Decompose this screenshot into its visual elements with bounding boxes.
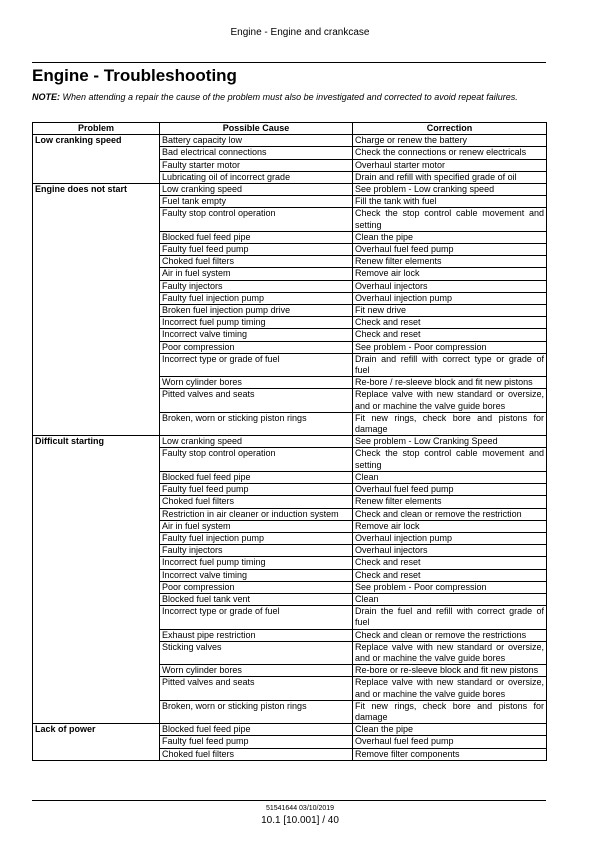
correction-cell: Check and reset bbox=[353, 557, 547, 569]
correction-cell: Drain and refill with correct type or grade of fuel bbox=[353, 353, 547, 376]
correction-cell: Re-bore / re-sleeve block and fit new pistons bbox=[353, 377, 547, 389]
correction-cell: See problem - Poor compression bbox=[353, 341, 547, 353]
correction-cell: Replace valve with new standard or oversize, and or machine the valve guide bores bbox=[353, 641, 547, 664]
correction-cell: Drain the fuel and refill with correct grade of fuel bbox=[353, 606, 547, 629]
cause-cell: Faulty fuel feed pump bbox=[160, 736, 353, 748]
correction-cell: Renew filter elements bbox=[353, 496, 547, 508]
correction-cell: Fit new rings, check bore and pistons for damage bbox=[353, 700, 547, 723]
cause-cell: Worn cylinder bores bbox=[160, 377, 353, 389]
correction-cell: Fit new rings, check bore and pistons for damage bbox=[353, 412, 547, 435]
page-reference: 10.1 [10.001] / 40 bbox=[261, 815, 339, 826]
cause-cell: Choked fuel filters bbox=[160, 496, 353, 508]
table-body bbox=[33, 135, 547, 761]
cause-cell: Blocked fuel feed pipe bbox=[160, 724, 353, 736]
cause-cell: Blocked fuel tank vent bbox=[160, 593, 353, 605]
correction-cell: Check and clean or remove the restrictions bbox=[353, 629, 547, 641]
cause-cell: Broken, worn or sticking piston rings bbox=[160, 700, 353, 723]
cause-cell: Low cranking speed bbox=[160, 436, 353, 448]
correction-cell: Clean the pipe bbox=[353, 724, 547, 736]
cause-cell: Faulty injectors bbox=[160, 280, 353, 292]
cause-cell: Pitted valves and seats bbox=[160, 677, 353, 700]
note-text: When attending a repair the cause of the problem must also be investigated and corrected to avoid repeat failures. bbox=[60, 92, 518, 102]
cause-cell: Poor compression bbox=[160, 581, 353, 593]
document-id: 51541644 03/10/2019 bbox=[265, 805, 335, 812]
cause-cell: Low cranking speed bbox=[160, 184, 353, 196]
problem-cell: Engine does not start bbox=[33, 184, 160, 436]
correction-cell: Check and reset bbox=[353, 569, 547, 581]
cause-cell: Incorrect type or grade of fuel bbox=[160, 353, 353, 376]
correction-cell: Check and reset bbox=[353, 329, 547, 341]
problem-cell: Low cranking speed bbox=[33, 135, 160, 184]
correction-cell: See problem - Poor compression bbox=[353, 581, 547, 593]
cause-cell: Air in fuel system bbox=[160, 520, 353, 532]
footer-divider bbox=[32, 800, 546, 801]
correction-cell: Drain and refill with specified grade of oil bbox=[353, 171, 547, 183]
cause-cell: Lubricating oil of incorrect grade bbox=[160, 171, 353, 183]
correction-cell: Check and clean or remove the restriction bbox=[353, 508, 547, 520]
table-header-row bbox=[33, 123, 547, 135]
column-header-correction: Correction bbox=[353, 123, 547, 135]
correction-cell: Replace valve with new standard or oversize, and or machine the valve guide bores bbox=[353, 389, 547, 412]
cause-cell: Pitted valves and seats bbox=[160, 389, 353, 412]
correction-cell: Check and reset bbox=[353, 317, 547, 329]
cause-cell: Air in fuel system bbox=[160, 268, 353, 280]
cause-cell: Fuel tank empty bbox=[160, 196, 353, 208]
cause-cell: Blocked fuel feed pipe bbox=[160, 471, 353, 483]
correction-cell: Overhaul injection pump bbox=[353, 292, 547, 304]
cause-cell: Choked fuel filters bbox=[160, 748, 353, 760]
correction-cell: See problem - Low cranking speed bbox=[353, 184, 547, 196]
correction-cell: Clean bbox=[353, 471, 547, 483]
correction-cell: Fill the tank with fuel bbox=[353, 196, 547, 208]
cause-cell: Faulty fuel injection pump bbox=[160, 292, 353, 304]
cause-cell: Incorrect type or grade of fuel bbox=[160, 606, 353, 629]
correction-cell: Remove air lock bbox=[353, 520, 547, 532]
correction-cell: See problem - Low Cranking Speed bbox=[353, 436, 547, 448]
correction-cell: Overhaul injection pump bbox=[353, 532, 547, 544]
cause-cell: Incorrect fuel pump timing bbox=[160, 317, 353, 329]
note-paragraph bbox=[32, 92, 546, 103]
correction-cell: Re-bore or re-sleeve block and fit new pistons bbox=[353, 665, 547, 677]
correction-cell: Clean bbox=[353, 593, 547, 605]
correction-cell: Check the stop control cable movement and setting bbox=[353, 208, 547, 231]
cause-cell: Battery capacity low bbox=[160, 135, 353, 147]
correction-cell: Remove filter components bbox=[353, 748, 547, 760]
correction-cell: Overhaul fuel feed pump bbox=[353, 484, 547, 496]
correction-cell: Overhaul fuel feed pump bbox=[353, 244, 547, 256]
cause-cell: Faulty stop control operation bbox=[160, 208, 353, 231]
cause-cell: Faulty starter motor bbox=[160, 159, 353, 171]
table-row bbox=[33, 184, 547, 196]
correction-cell: Charge or renew the battery bbox=[353, 135, 547, 147]
header-divider bbox=[32, 62, 546, 63]
correction-cell: Check the stop control cable movement and setting bbox=[353, 448, 547, 471]
cause-cell: Faulty fuel injection pump bbox=[160, 532, 353, 544]
correction-cell: Check the connections or renew electricals bbox=[353, 147, 547, 159]
correction-cell: Remove air lock bbox=[353, 268, 547, 280]
problem-cell: Lack of power bbox=[33, 724, 160, 761]
correction-cell: Overhaul injectors bbox=[353, 280, 547, 292]
correction-cell: Renew filter elements bbox=[353, 256, 547, 268]
cause-cell: Incorrect valve timing bbox=[160, 569, 353, 581]
cause-cell: Faulty fuel feed pump bbox=[160, 244, 353, 256]
correction-cell: Overhaul fuel feed pump bbox=[353, 736, 547, 748]
correction-cell: Overhaul starter motor bbox=[353, 159, 547, 171]
cause-cell: Sticking valves bbox=[160, 641, 353, 664]
cause-cell: Faulty injectors bbox=[160, 545, 353, 557]
cause-cell: Broken, worn or sticking piston rings bbox=[160, 412, 353, 435]
correction-cell: Clean the pipe bbox=[353, 231, 547, 243]
cause-cell: Blocked fuel feed pipe bbox=[160, 231, 353, 243]
table-row bbox=[33, 724, 547, 736]
cause-cell: Bad electrical connections bbox=[160, 147, 353, 159]
correction-cell: Replace valve with new standard or oversize, and or machine the valve guide bores bbox=[353, 677, 547, 700]
cause-cell: Exhaust pipe restriction bbox=[160, 629, 353, 641]
correction-cell: Overhaul injectors bbox=[353, 545, 547, 557]
page-header: Engine - Engine and crankcase bbox=[230, 27, 370, 38]
page-title: Engine - Troubleshooting bbox=[32, 66, 237, 85]
cause-cell: Faulty fuel feed pump bbox=[160, 484, 353, 496]
table-row bbox=[33, 436, 547, 448]
cause-cell: Incorrect fuel pump timing bbox=[160, 557, 353, 569]
cause-cell: Worn cylinder bores bbox=[160, 665, 353, 677]
cause-cell: Broken fuel injection pump drive bbox=[160, 305, 353, 317]
column-header-problem: Problem bbox=[33, 123, 160, 135]
troubleshooting-table bbox=[32, 122, 547, 761]
cause-cell: Faulty stop control operation bbox=[160, 448, 353, 471]
cause-cell: Choked fuel filters bbox=[160, 256, 353, 268]
cause-cell: Poor compression bbox=[160, 341, 353, 353]
cause-cell: Restriction in air cleaner or induction system bbox=[160, 508, 353, 520]
column-header-cause: Possible Cause bbox=[160, 123, 353, 135]
note-label: NOTE: bbox=[32, 92, 60, 102]
problem-cell: Difficult starting bbox=[33, 436, 160, 724]
table-row bbox=[33, 135, 547, 147]
correction-cell: Fit new drive bbox=[353, 305, 547, 317]
cause-cell: Incorrect valve timing bbox=[160, 329, 353, 341]
